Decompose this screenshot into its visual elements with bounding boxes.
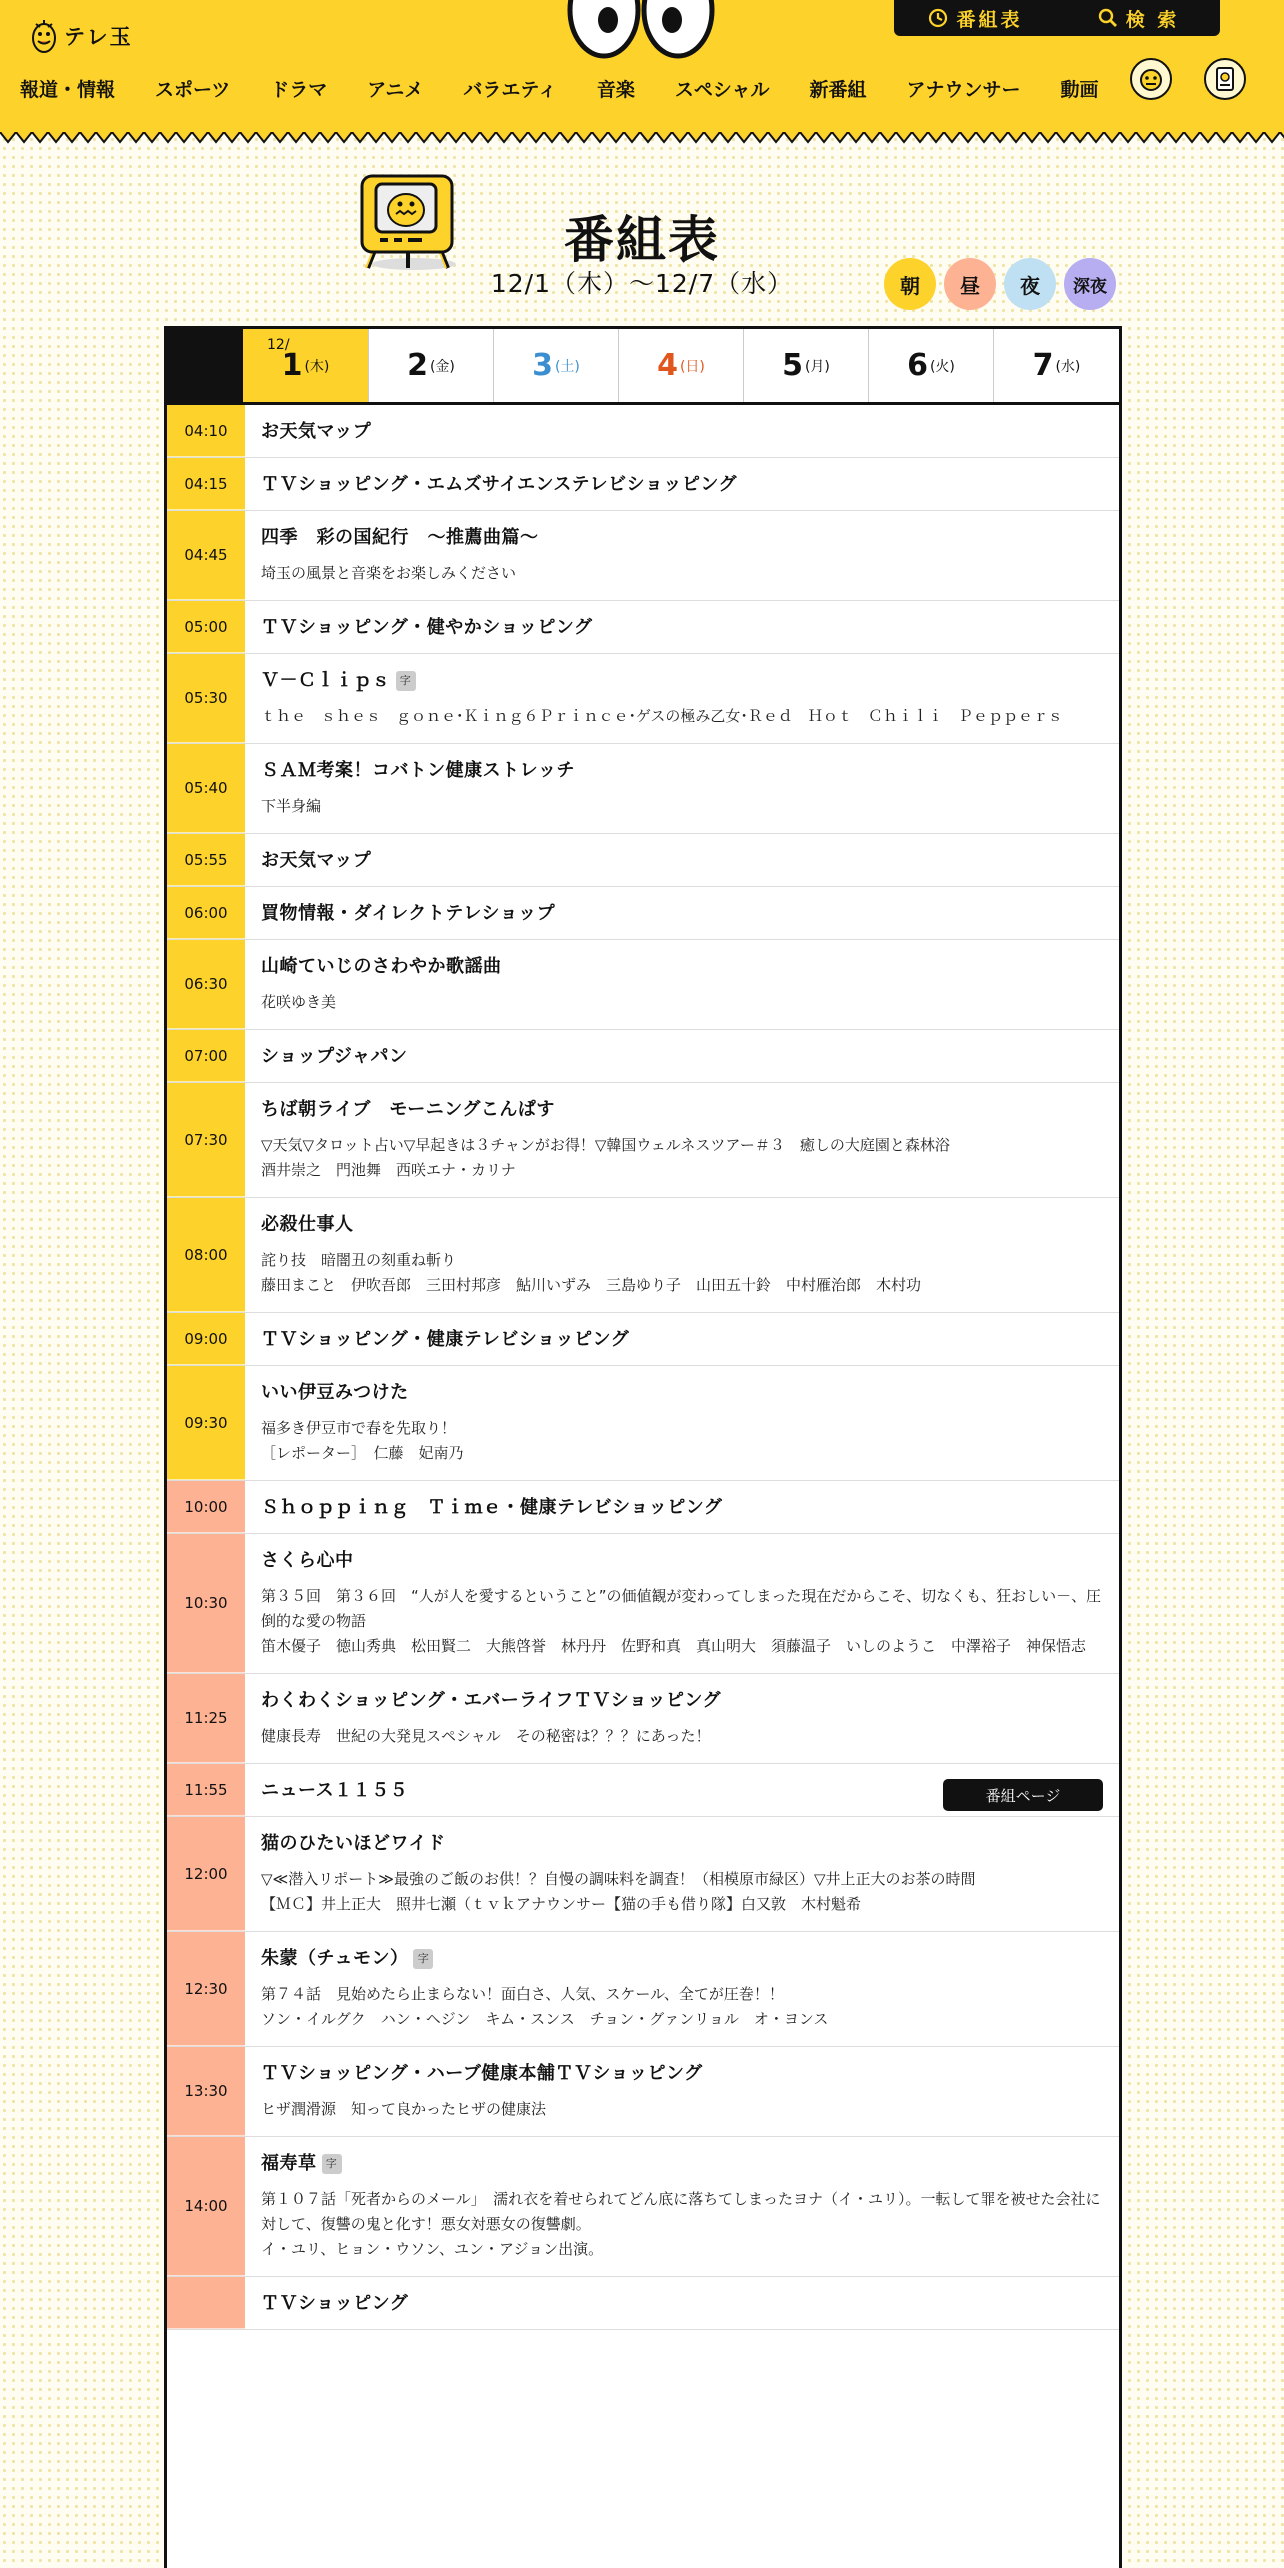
program-title[interactable]: [261, 850, 1103, 872]
program-description-line: 第１０７話「死者からのメール」 濡れ衣を着せられてどん底に落ちてしまったヨナ（イ・ユリ）。一転して罪を被せた会社に対して、復讐の鬼と化す！悪女対悪女の復讐劇。: [261, 2190, 1101, 2233]
nav-anime[interactable]: アニメ: [367, 78, 424, 101]
program-time: 05:55: [167, 834, 245, 886]
page-title: 番組表: [564, 211, 720, 269]
program-time: 06:30: [167, 940, 245, 1029]
day-month: 12/: [267, 337, 290, 353]
program-title-text: ＴＶショッピング・健やかショッピング: [261, 617, 593, 638]
program-description: [261, 990, 1103, 1015]
program-row[interactable]: [167, 834, 1119, 887]
nav-icons: [1130, 58, 1278, 100]
day-number: 7: [1032, 348, 1054, 383]
program-page-button[interactable]: 番組ページ: [943, 1779, 1103, 1811]
program-description-line: 酒井崇之 門池舞 西咲エナ・カリナ: [261, 1161, 516, 1179]
mascot-face-icon: [1137, 65, 1165, 93]
program-row[interactable]: [167, 1083, 1119, 1198]
program-title-text: 朱蒙（チュモン）: [261, 1948, 409, 1969]
program-body: [245, 1764, 1119, 1816]
nav-music[interactable]: 音楽: [596, 78, 635, 101]
program-title[interactable]: [261, 670, 1103, 692]
program-description: [261, 1982, 1103, 2032]
day-number: 1: [281, 348, 303, 383]
program-time: 09:00: [167, 1313, 245, 1365]
day-selector: [167, 329, 1119, 405]
program-time: 05:40: [167, 744, 245, 833]
nav-variety[interactable]: バラエティ: [463, 78, 557, 101]
program-time: 07:00: [167, 1030, 245, 1082]
day-number: 2: [407, 348, 428, 383]
program-description: [261, 1724, 1103, 1749]
day-weekday: (水): [1055, 358, 1081, 375]
program-title[interactable]: [261, 527, 1103, 549]
program-body: [245, 1313, 1119, 1365]
nav-video[interactable]: 動画: [1060, 78, 1099, 101]
day-selector-corner: [167, 329, 243, 402]
day-number: 4: [657, 348, 678, 383]
program-time: 04:45: [167, 511, 245, 600]
program-time: 09:30: [167, 1366, 245, 1480]
schedule-button-label: 番組表: [956, 8, 1023, 31]
program-description-line: ［レポーター］ 仁藤 妃南乃: [261, 1444, 464, 1462]
search-icon: [1098, 8, 1118, 28]
program-title-text: ＴＶショッピング: [261, 2293, 409, 2314]
nav-sports[interactable]: スポーツ: [155, 78, 231, 101]
program-body: [245, 834, 1119, 886]
day-tab-7[interactable]: [993, 329, 1119, 402]
program-row[interactable]: [167, 1198, 1119, 1313]
program-description-line: 健康長寿 世紀の大発見スペシャル その秘密は？？？にあった！: [261, 1727, 711, 1745]
program-body: [245, 744, 1119, 833]
date-range: 12/1（木）〜12/7（水）: [490, 269, 794, 298]
program-row[interactable]: [167, 2277, 1119, 2330]
program-body: [245, 654, 1119, 743]
passport-card-icon: [1212, 65, 1238, 93]
program-description-line: 藤田まこと 伊吹吾郎 三田村邦彦 鮎川いずみ 三島ゆり子 山田五十鈴 中村雁治郎 木村功: [261, 1276, 922, 1294]
program-row[interactable]: [167, 601, 1119, 654]
program-title[interactable]: [261, 617, 1103, 639]
program-body: [245, 511, 1119, 600]
header-zigzag-edge: [0, 132, 1284, 148]
program-time: 10:30: [167, 1534, 245, 1673]
program-title[interactable]: [261, 1382, 1103, 1404]
program-time: 07:30: [167, 1083, 245, 1197]
day-tab-2[interactable]: [368, 329, 493, 402]
program-time: 05:00: [167, 601, 245, 653]
program-title[interactable]: [261, 1329, 1103, 1351]
day-weekday: (木): [304, 358, 330, 375]
program-description-line: 【ＭＣ】井上正大 照井七瀬（ｔｖｋアナウンサー【猫の手も借り隊】白又敦 木村魁希: [261, 1895, 862, 1913]
day-tab-4[interactable]: [618, 329, 743, 402]
site-logo[interactable]: [30, 16, 140, 56]
main-nav: [20, 68, 1180, 108]
top-buttons: [894, 0, 1220, 36]
program-title-text: 必殺仕事人: [261, 1214, 354, 1235]
program-title-text: 猫のひたいほどワイド: [261, 1833, 446, 1854]
day-weekday: (日): [679, 358, 705, 375]
program-description: [261, 704, 1103, 729]
tv-mascot-icon: [354, 168, 462, 272]
program-description-line: 詫り技 暗闇丑の刻重ね斬り: [261, 1251, 457, 1269]
program-time: 14:00: [167, 2137, 245, 2276]
program-description-line: 笛木優子 徳山秀典 松田賢二 大熊啓誉 林丹丹 佐野和真 真山明大 須藤温子 いしのようこ 中澤裕子 神保悟志: [261, 1637, 1087, 1655]
program-time: 13:30: [167, 2047, 245, 2136]
tab-morning[interactable]: 朝: [884, 258, 936, 310]
day-number: 3: [532, 348, 553, 383]
program-row[interactable]: [167, 511, 1119, 601]
program-description-line: 花咲ゆき美: [261, 993, 337, 1011]
program-row[interactable]: [167, 1030, 1119, 1083]
program-title-text: ニュース１１５５: [261, 1780, 409, 1801]
program-title[interactable]: [261, 1046, 1103, 1068]
program-body: [245, 1481, 1119, 1533]
program-time: 05:30: [167, 654, 245, 743]
program-title[interactable]: [261, 1550, 1103, 1572]
day-tab-6[interactable]: [868, 329, 993, 402]
program-body: [245, 1030, 1119, 1082]
program-description: [261, 1416, 1103, 1466]
program-description: [261, 561, 1103, 586]
nav-drama[interactable]: ドラマ: [270, 78, 328, 101]
program-title[interactable]: [261, 421, 1103, 443]
program-row[interactable]: [167, 1932, 1119, 2047]
program-row[interactable]: [167, 2137, 1119, 2277]
program-description-line: 福多き伊豆市で春を先取り！: [261, 1419, 457, 1437]
search-button[interactable]: [1057, 5, 1220, 32]
program-time: [167, 2277, 245, 2329]
search-button-label: 検 索: [1125, 8, 1180, 31]
day-tab-5[interactable]: [743, 329, 868, 402]
subtitle-badge: 字: [413, 1949, 433, 1969]
day-weekday: (月): [804, 358, 830, 375]
day-number: 6: [907, 348, 928, 383]
program-title-text: さくら心中: [261, 1550, 354, 1571]
program-row[interactable]: [167, 654, 1119, 744]
program-title-text: 山崎ていじのさわやか歌謡曲: [261, 956, 502, 977]
mascot-logo-icon: [30, 17, 58, 55]
program-row[interactable]: [167, 940, 1119, 1030]
day-tab-3[interactable]: [493, 329, 618, 402]
program-title[interactable]: [261, 1948, 1103, 1970]
program-row[interactable]: [167, 1366, 1119, 1481]
program-title[interactable]: [261, 1690, 1103, 1712]
program-row[interactable]: [167, 744, 1119, 834]
program-row[interactable]: [167, 1313, 1119, 1366]
clock-icon: [928, 8, 948, 28]
program-body: [245, 458, 1119, 510]
program-body: [245, 2277, 1119, 2329]
program-body: [245, 405, 1119, 457]
program-title[interactable]: [261, 2153, 1103, 2175]
program-title-text: 買物情報・ダイレクトテレショップ: [261, 903, 556, 924]
program-description-line: 埼玉の風景と音楽をお楽しみください: [261, 564, 517, 582]
program-time: 06:00: [167, 887, 245, 939]
program-title[interactable]: [261, 760, 1103, 782]
program-row[interactable]: [167, 1817, 1119, 1932]
day-number: 5: [782, 348, 803, 383]
program-title-text: わくわくショッピング・エバーライフＴＶショッピング: [261, 1690, 721, 1711]
program-body: [245, 1817, 1119, 1931]
tab-night[interactable]: 夜: [1004, 258, 1056, 310]
program-title-text: ＴＶショッピング・エムズサイエンステレビショッピング: [261, 474, 737, 495]
passport-icon[interactable]: [1204, 58, 1246, 100]
program-description-line: ｔｈｅ ｓｈｅｓ ｇｏｎｅ･Ｋｉｎｇ６Ｐｒｉｎｃｅ･ゲスの極み乙女･Ｒｅｄ Ｈｏｔ Ｃｈｉｌｉ Ｐｅｐｐｅｒｓ: [261, 707, 1063, 725]
program-body: [245, 887, 1119, 939]
program-title[interactable]: [261, 903, 1103, 925]
program-time: 11:55: [167, 1764, 245, 1816]
program-body: [245, 1198, 1119, 1312]
program-row[interactable]: [167, 1674, 1119, 1764]
subtitle-badge: 字: [396, 671, 416, 691]
site-header: [0, 0, 1284, 134]
program-row[interactable]: [167, 405, 1119, 458]
program-title[interactable]: [261, 956, 1103, 978]
program-row[interactable]: [167, 1481, 1119, 1534]
program-row[interactable]: [167, 1534, 1119, 1674]
nav-news[interactable]: 報道・情報: [20, 78, 116, 101]
logo-text: テレ玉: [64, 25, 133, 49]
program-description-line: ▽天気▽タロット占い▽早起きは３チャンがお得！▽韓国ウェルネスツアー＃３ 癒しの大庭園と森林浴: [261, 1136, 950, 1154]
program-description: [261, 2097, 1103, 2122]
program-description-line: ▽≪潜入リポート≫最強のご飯のお供！？自慢の調味料を調査！（相模原市緑区）▽井上正大のお茶の時間: [261, 1870, 976, 1888]
tab-daytime[interactable]: 昼: [944, 258, 996, 310]
program-title[interactable]: [261, 1214, 1103, 1236]
program-description-line: 第３５回 第３６回 “人が人を愛するということ”の価値観が変わってしまった現在だからこそ、切なくも、狂おしい－、圧倒的な愛の物語: [261, 1587, 1102, 1630]
program-title-text: ＴＶショッピング・健康テレビショッピング: [261, 1329, 630, 1350]
program-title-text: ちば朝ライブ モーニングこんぱす: [261, 1099, 555, 1120]
program-schedule: [164, 326, 1122, 2568]
program-title-text: 四季 彩の国紀行 ～推薦曲篇～: [261, 527, 539, 548]
program-title[interactable]: [261, 2293, 1103, 2315]
program-title-text: いい伊豆みつけた: [261, 1382, 409, 1403]
program-row[interactable]: [167, 458, 1119, 511]
program-title[interactable]: [261, 1833, 1103, 1855]
nav-announcer[interactable]: アナウンサー: [906, 78, 1021, 101]
eyes-mascot-icon: [566, 0, 716, 60]
program-description-line: ソン・イルグク ハン・ヘジン キム・スンス チョン・グァンリョル オ・ヨンス: [261, 2010, 829, 2028]
program-row[interactable]: [167, 2047, 1119, 2137]
program-description: [261, 1133, 1103, 1183]
program-time: 12:00: [167, 1817, 245, 1931]
program-title[interactable]: [261, 474, 1103, 496]
program-body: [245, 940, 1119, 1029]
program-body: [245, 601, 1119, 653]
program-time: 08:00: [167, 1198, 245, 1312]
program-time: 10:00: [167, 1481, 245, 1533]
program-description-line: ヒザ潤滑源 知って良かったヒザの健康法: [261, 2100, 547, 2118]
program-time: 11:25: [167, 1674, 245, 1763]
program-description: [261, 1584, 1103, 1659]
program-row[interactable]: [167, 1764, 1119, 1817]
program-time: 12:30: [167, 1932, 245, 2046]
program-description: [261, 2187, 1103, 2262]
tab-late-night[interactable]: 深夜: [1064, 258, 1116, 310]
program-description: [261, 1248, 1103, 1298]
program-description-line: 第７４話 見始めたら止まらない！面白さ、人気、スケール、全てが圧巻！！: [261, 1985, 784, 2003]
program-body: [245, 2137, 1119, 2276]
day-tab-1[interactable]: [243, 329, 368, 402]
day-weekday: (金): [429, 358, 455, 375]
program-title[interactable]: [261, 1099, 1103, 1121]
program-time: 04:10: [167, 405, 245, 457]
time-of-day-tabs: [884, 258, 1124, 310]
program-title-text: 福寿草: [261, 2153, 317, 2174]
program-row[interactable]: [167, 887, 1119, 940]
program-title-text: お天気マップ: [261, 421, 372, 442]
program-body: [245, 1534, 1119, 1673]
day-weekday: (土): [554, 358, 580, 375]
program-title-text: ショップジャパン: [261, 1046, 408, 1067]
program-title-text: ＳＡＭ考案！コバトン健康ストレッチ: [261, 760, 575, 781]
program-body: [245, 1083, 1119, 1197]
schedule-button[interactable]: [894, 5, 1057, 32]
nav-new-programs[interactable]: 新番組: [809, 78, 867, 101]
program-description: [261, 794, 1103, 819]
program-body: [245, 1674, 1119, 1763]
program-title[interactable]: [261, 2063, 1103, 2085]
program-title-text: Ｓｈｏｐｐｉｎｇ Ｔｉｍｅ・健康テレビショッピング: [261, 1497, 723, 1518]
program-body: [245, 2047, 1119, 2136]
subtitle-badge: 字: [322, 2154, 342, 2174]
program-description-line: 下半身編: [261, 797, 322, 815]
program-title-text: お天気マップ: [261, 850, 372, 871]
program-body: [245, 1366, 1119, 1480]
program-title-text: Ｖ－Ｃｌｉｐｓ: [261, 670, 391, 691]
program-body: [245, 1932, 1119, 2046]
nav-special[interactable]: スペシャル: [674, 78, 770, 101]
day-weekday: (火): [929, 358, 955, 375]
program-time: 04:15: [167, 458, 245, 510]
program-description-line: イ・ユリ、ヒョン・ウソン、ユン・アジョン出演。: [261, 2240, 604, 2258]
program-description: [261, 1867, 1103, 1917]
mascot-icon[interactable]: [1130, 58, 1172, 100]
program-title[interactable]: [261, 1497, 1103, 1519]
program-title-text: ＴＶショッピング・ハーブ健康本舗ＴＶショッピング: [261, 2063, 703, 2084]
